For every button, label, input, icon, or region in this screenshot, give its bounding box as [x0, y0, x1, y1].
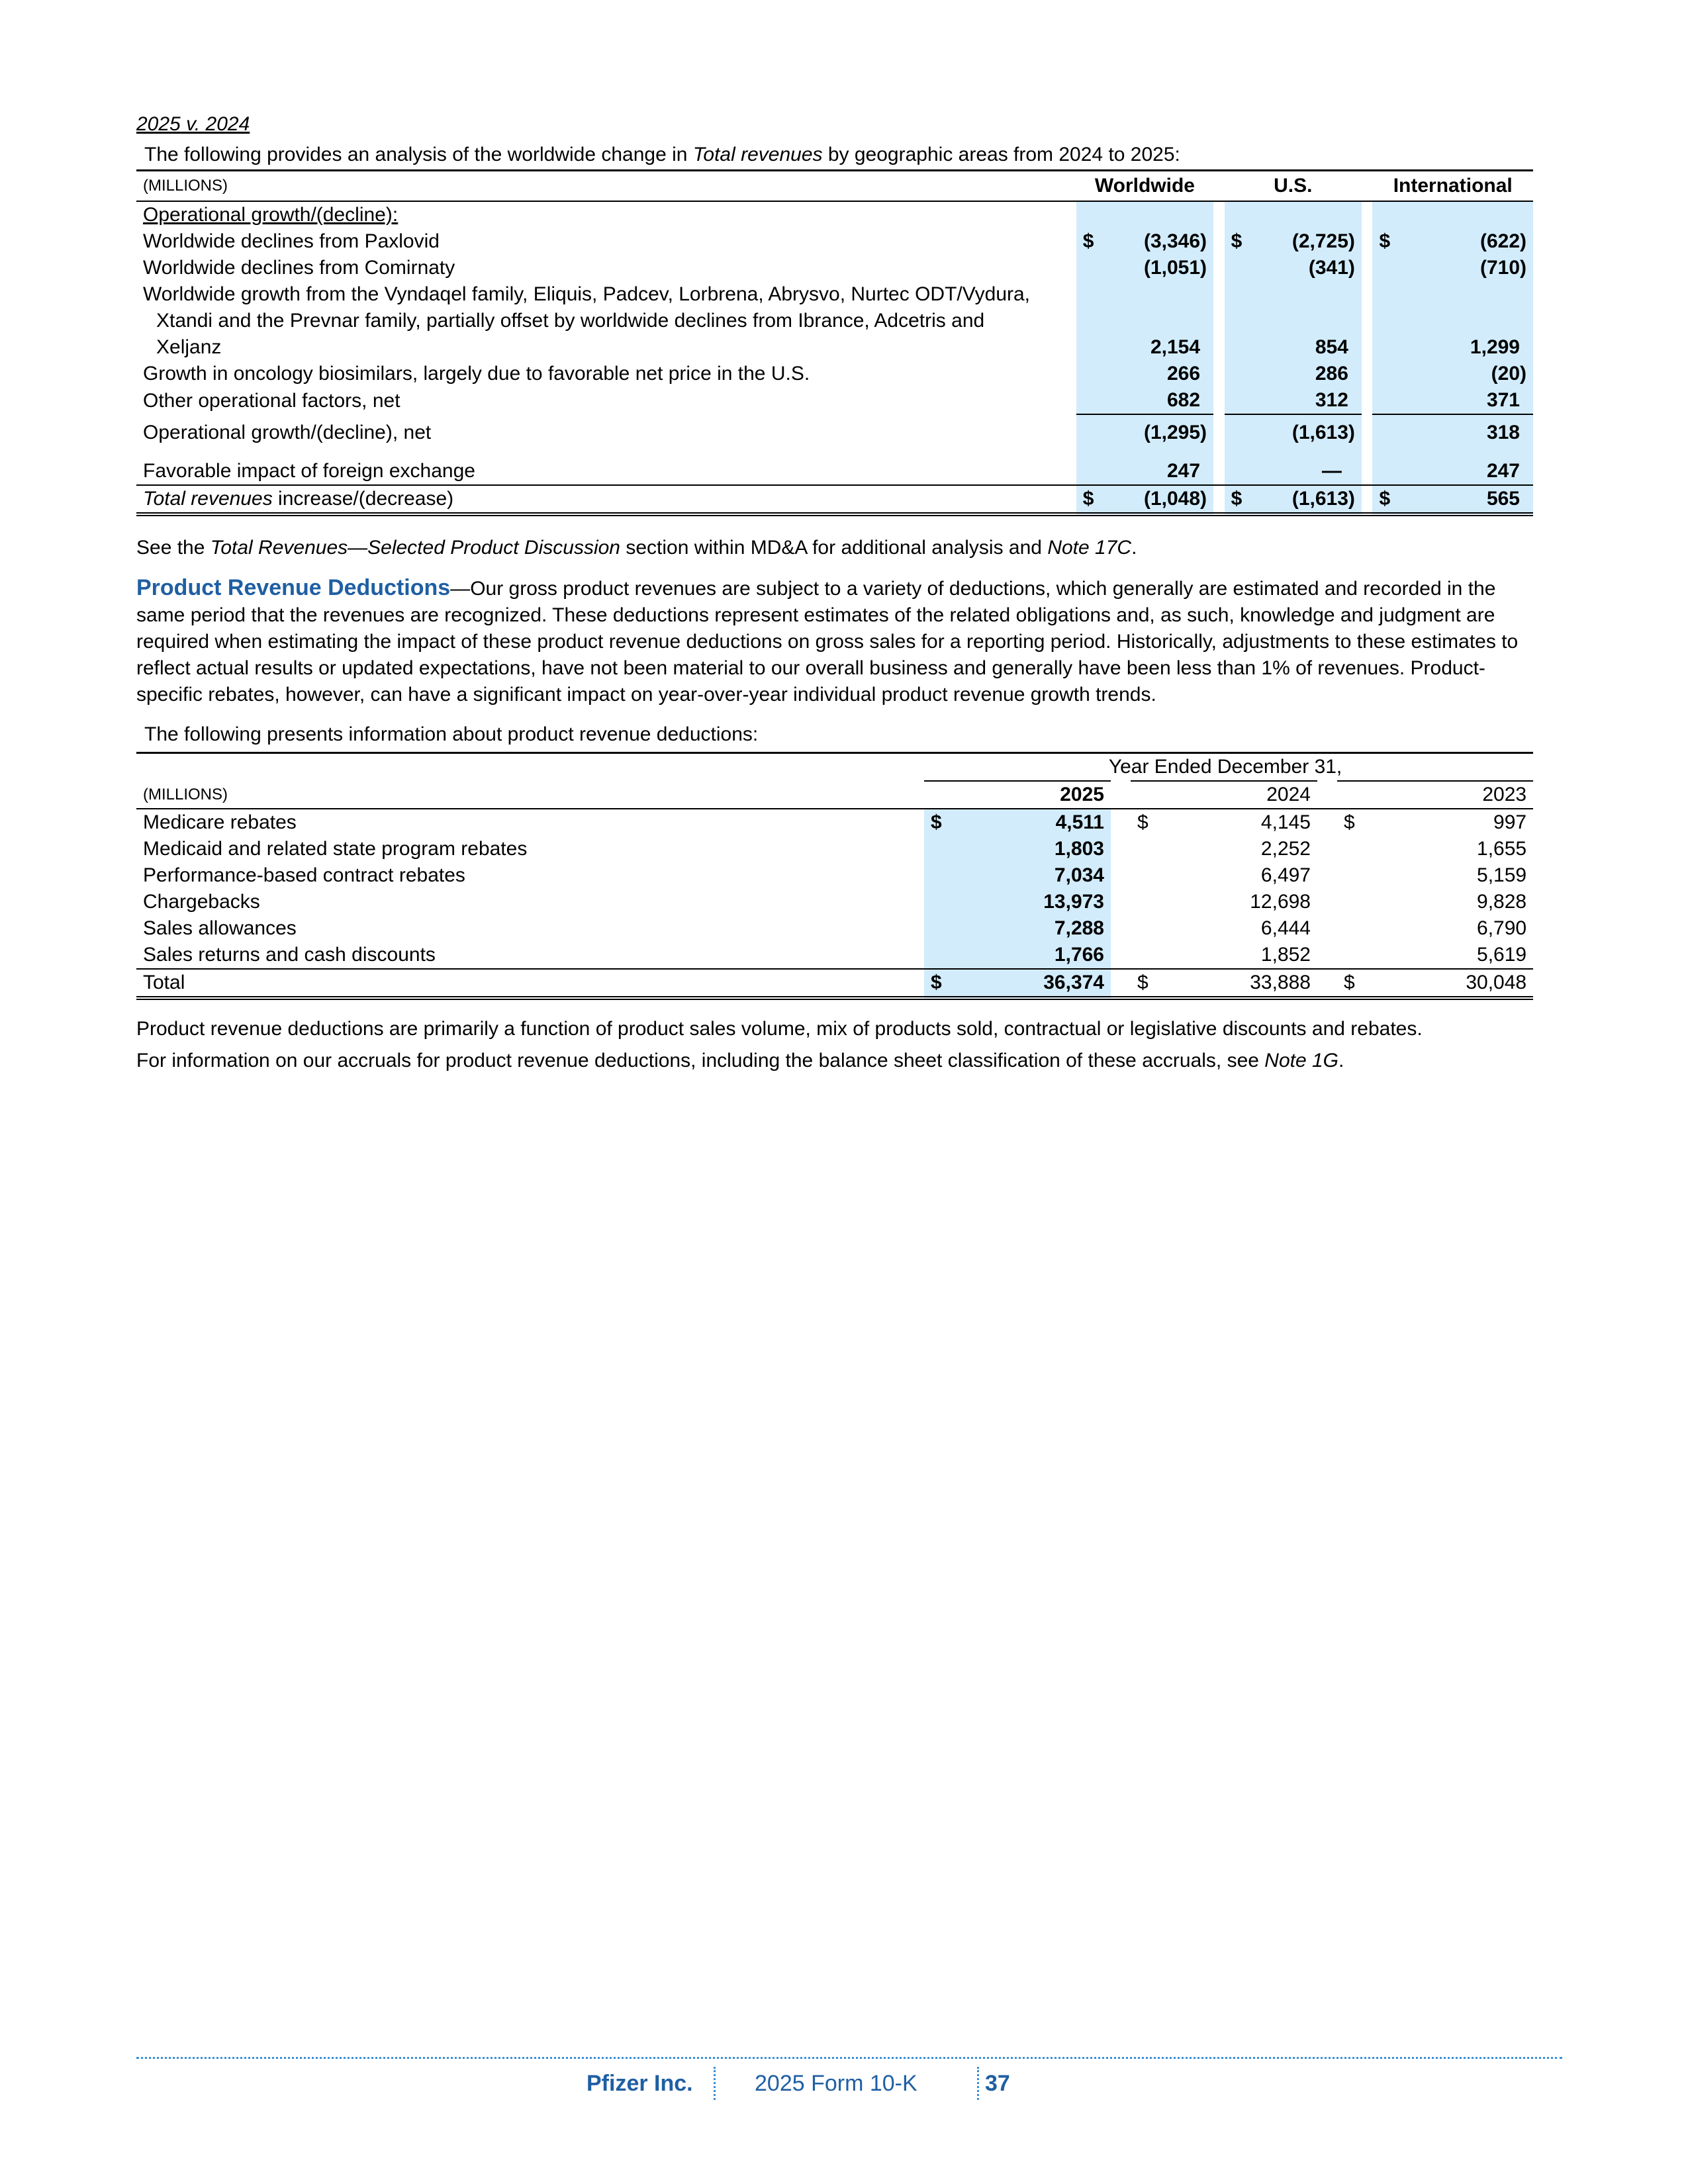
international-value: (710) [1372, 255, 1533, 281]
value: (2,725) [1291, 230, 1355, 252]
subtotal-row [136, 414, 1533, 446]
us-value: 312 [1225, 387, 1362, 414]
us-value [1225, 485, 1362, 514]
value-2023: 5,159 [1477, 864, 1527, 886]
table1-intro [144, 142, 1533, 168]
worldwide-value: 682 [1076, 387, 1213, 414]
international-value: (20) [1372, 361, 1533, 387]
value-2024: 12,698 [1250, 891, 1311, 913]
dollar-sign: $ [1344, 811, 1355, 833]
dollar-sign: $ [924, 969, 948, 998]
international-value [1372, 228, 1533, 255]
value-2025: 7,034 [948, 862, 1111, 889]
label-emphasis: Total revenues [143, 488, 273, 510]
table-row [136, 281, 1533, 361]
value-2024: 2,252 [1260, 838, 1311, 860]
units-label: (MILLIONS) [136, 781, 924, 809]
closing-text: For information on our accruals for product revenue deductions, including the balance sheet classification of these accruals, see [136, 1050, 1265, 1071]
international-value [1372, 485, 1533, 514]
table-row [136, 889, 1533, 915]
international-value: 247 [1372, 446, 1533, 485]
closing-paragraph-1: Product revenue deductions are primarily a function of product sales volume, mix of products sold, contractual or legislative discounts and rebates. [136, 1018, 1423, 1040]
row-label: Growth in oncology biosimilars, largely due to favorable net price in the U.S. [143, 363, 810, 385]
worldwide-value: 247 [1076, 446, 1213, 485]
value-2024: 4,145 [1260, 811, 1311, 833]
value-2024: 33,888 [1154, 969, 1317, 998]
row-label: Favorable impact of foreign exchange [143, 460, 475, 482]
note-reference[interactable]: Note 17C [1047, 537, 1132, 559]
total-row [136, 485, 1533, 514]
value-2023: 6,790 [1477, 917, 1527, 939]
closing-text: . [1338, 1050, 1344, 1071]
table-row [136, 201, 1533, 228]
dollar-sign: $ [1082, 488, 1094, 510]
row-label: Worldwide growth from the Vyndaqel family, Eliquis, Padcev, Lorbrena, Abrysvo, Nurtec ODT/Vydura, Xtandi and the Prevnar family, partially offset by worldwide declines from Ibrance, Adcetris and Xeljanz [143, 283, 1031, 358]
value-2025: 4,511 [948, 809, 1111, 836]
section-title: 2025 v. 2024 [136, 113, 250, 135]
value-2023: 30,048 [1361, 969, 1533, 998]
note-text: section within MD&A for additional analysis and [620, 537, 1048, 559]
table-row [136, 862, 1533, 889]
table-row [136, 915, 1533, 942]
year-header: 2024 [1154, 781, 1317, 809]
value-2025: 36,374 [948, 969, 1111, 998]
value-2025: 7,288 [948, 915, 1111, 942]
row-label [136, 485, 1076, 514]
worldwide-value: (1,051) [1076, 255, 1213, 281]
see-note [136, 535, 1533, 561]
table-row [136, 809, 1533, 836]
footer-divider [977, 2067, 979, 2100]
table-header-row [136, 753, 1533, 782]
us-value: — [1225, 446, 1362, 485]
deductions-paragraph [136, 574, 1533, 708]
period-header: Year Ended December 31, [924, 753, 1533, 782]
table-row [136, 228, 1533, 255]
worldwide-value: 2,154 [1076, 281, 1213, 361]
footer-company: Pfizer Inc. [586, 2071, 693, 2096]
row-label: Medicaid and related state program rebates [143, 838, 528, 860]
total-row [136, 969, 1533, 998]
product-revenue-deductions-table [136, 752, 1533, 1000]
value-2025: 1,803 [948, 836, 1111, 862]
dollar-sign: $ [1379, 230, 1391, 252]
units-label: (MILLIONS) [136, 171, 1076, 202]
table-row [136, 836, 1533, 862]
table-row [136, 361, 1533, 387]
footer-form: 2025 Form 10-K [755, 2071, 917, 2096]
row-label: Performance-based contract rebates [143, 864, 465, 886]
value-2025: 1,766 [948, 942, 1111, 969]
value: (1,048) [1143, 488, 1207, 510]
value-2024: 1,852 [1260, 944, 1311, 966]
us-value: 854 [1225, 281, 1362, 361]
note-reference[interactable]: Total Revenues—Selected Product Discussion [210, 537, 620, 559]
row-label: Operational growth/(decline), net [143, 422, 432, 443]
note-reference[interactable]: Note 1G [1264, 1050, 1339, 1071]
label-text: increase/(decrease) [272, 488, 454, 510]
intro-emphasis: Total revenues [692, 144, 823, 165]
row-label: Worldwide declines from Comirnaty [143, 257, 455, 279]
row-label: Medicare rebates [143, 811, 297, 833]
column-header: U.S. [1225, 171, 1362, 202]
dollar-sign: $ [1337, 969, 1361, 998]
table-header-row [136, 781, 1533, 809]
us-value: 286 [1225, 361, 1362, 387]
international-value: 371 [1372, 387, 1533, 414]
dollar-sign: $ [1082, 230, 1094, 252]
row-label: Other operational factors, net [143, 390, 400, 412]
value-2023: 1,655 [1477, 838, 1527, 860]
deductions-heading: Product Revenue Deductions [136, 575, 451, 600]
table-row [136, 942, 1533, 969]
table2-intro: The following presents information about product revenue deductions: [144, 723, 759, 745]
footer-divider [714, 2067, 716, 2100]
worldwide-value: (1,295) [1076, 414, 1213, 446]
page-footer [136, 2057, 1562, 2096]
table-header-row [136, 171, 1533, 202]
note-text: See the [136, 537, 211, 559]
row-label: Total [136, 969, 924, 998]
table-row [136, 255, 1533, 281]
value: (622) [1479, 230, 1526, 252]
deductions-body: —Our gross product revenues are subject to a variety of deductions, which generally are estimated and recorded in the same period that the revenues are recognized. These deductions represent estimates of the related obligations and, as such, knowledge and judgment are required when estimating the impact of these product revenue deductions on gross sales for a reporting period. Historically, adjustments to these estimates to reflect actual results or updated expectations, have not been material to our overall business and generally have been less than 1% of revenues. Product-specific rebates, however, can have a significant impact on year-over-year individual product revenue growth trends. [136, 578, 1519, 705]
value: (3,346) [1143, 230, 1207, 252]
note-text: . [1131, 537, 1137, 559]
value: (1,613) [1291, 488, 1355, 510]
us-value: (341) [1225, 255, 1362, 281]
dollar-sign: $ [1379, 488, 1391, 510]
dollar-sign: $ [1137, 811, 1149, 833]
page-number: 37 [985, 2071, 1010, 2096]
international-value: 1,299 [1372, 281, 1533, 361]
year-header: 2025 [948, 781, 1111, 809]
row-label: Sales allowances [143, 917, 297, 939]
international-value: 318 [1372, 414, 1533, 446]
us-value [1225, 228, 1362, 255]
value-2023: 9,828 [1477, 891, 1527, 913]
row-label: Sales returns and cash discounts [143, 944, 436, 966]
intro-text-end: by geographic areas from 2024 to 2025: [822, 144, 1180, 165]
value: 565 [1486, 488, 1520, 510]
row-label: Worldwide declines from Paxlovid [143, 230, 440, 252]
dollar-sign: $ [1231, 488, 1243, 510]
table-row [136, 446, 1533, 485]
value-2023: 5,619 [1477, 944, 1527, 966]
dollar-sign: $ [924, 809, 948, 836]
page-content [136, 111, 1533, 1074]
intro-text: The following provides an analysis of the worldwide change in [144, 144, 693, 165]
value-2024: 6,444 [1260, 917, 1311, 939]
value-2024: 6,497 [1260, 864, 1311, 886]
dollar-sign: $ [1231, 230, 1243, 252]
value-2025: 13,973 [948, 889, 1111, 915]
worldwide-value [1076, 485, 1213, 514]
us-value: (1,613) [1225, 414, 1362, 446]
worldwide-value: 266 [1076, 361, 1213, 387]
dollar-sign: $ [1131, 969, 1154, 998]
worldwide-value [1076, 228, 1213, 255]
row-label: Chargebacks [143, 891, 260, 913]
group-label: Operational growth/(decline): [143, 204, 399, 226]
year-header: 2023 [1361, 781, 1533, 809]
closing-paragraph-2 [136, 1048, 1533, 1074]
column-header: Worldwide [1076, 171, 1213, 202]
column-header: International [1372, 171, 1533, 202]
geographic-revenue-change-table [136, 169, 1533, 516]
table-row [136, 387, 1533, 414]
value-2023: 997 [1493, 811, 1527, 833]
